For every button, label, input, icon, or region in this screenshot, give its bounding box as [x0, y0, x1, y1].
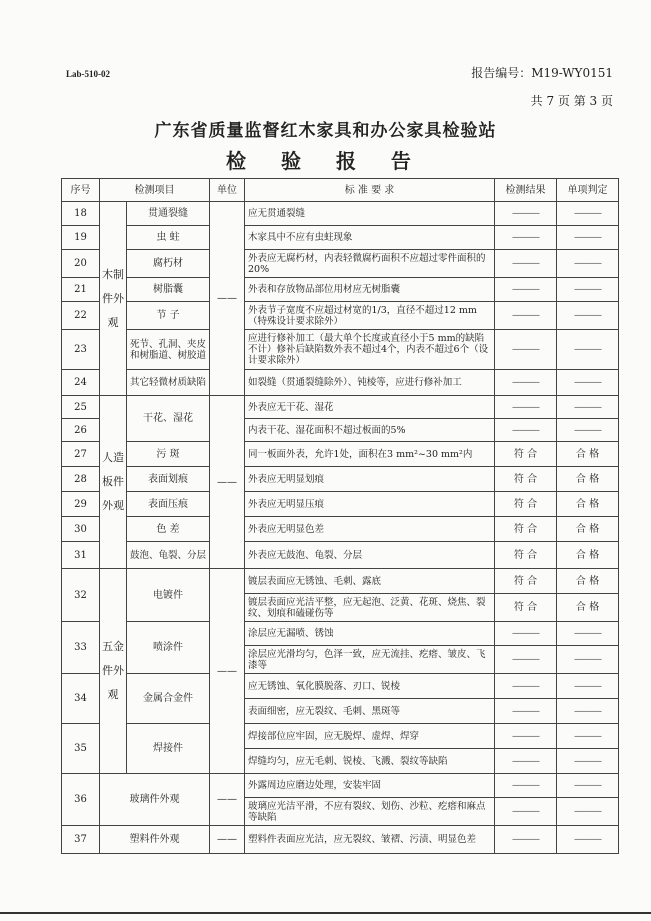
row-judgement: ——— — [557, 419, 619, 442]
row-item: 电镀件 — [127, 569, 210, 622]
col-header-no: 序号 — [62, 179, 100, 202]
unit-cell: —— — [210, 569, 245, 774]
row-result: 符 合 — [495, 542, 557, 569]
row-item: 焊接件 — [127, 724, 210, 774]
row-item: 其它轻微材质缺陷 — [127, 370, 210, 396]
row-no: 37 — [62, 826, 100, 854]
table-row — [62, 826, 619, 854]
row-judgement: ——— — [557, 330, 619, 370]
row-result: ——— — [495, 250, 557, 278]
table-row — [62, 724, 619, 749]
row-judgement: 合 格 — [557, 442, 619, 467]
row-standard: 外表应无明显划痕 — [245, 467, 495, 492]
row-judgement: ——— — [557, 370, 619, 396]
col-header-judgement: 单项判定 — [557, 179, 619, 202]
row-item: 表面划痕 — [127, 467, 210, 492]
row-judgement: ——— — [557, 724, 619, 749]
row-standard: 涂层应光滑均匀，色泽一致，应无流挂、疙瘩、皱皮、飞漆等 — [245, 646, 495, 674]
row-item: 玻璃件外观 — [100, 774, 210, 826]
col-header-result: 检测结果 — [495, 179, 557, 202]
group-board: 人造板件外观 — [100, 396, 127, 569]
col-header-standard: 标 准 要 求 — [245, 179, 495, 202]
row-no: 36 — [62, 774, 100, 826]
row-item: 金属合金件 — [127, 674, 210, 724]
row-item: 色 差 — [127, 517, 210, 542]
table-row — [62, 569, 619, 594]
row-judgement: 合 格 — [557, 594, 619, 622]
row-result: ——— — [495, 396, 557, 419]
row-judgement: ——— — [557, 202, 619, 226]
row-judgement: ——— — [557, 646, 619, 674]
unit-cell: —— — [210, 202, 245, 396]
row-no: 31 — [62, 542, 100, 569]
row-judgement: ——— — [557, 226, 619, 250]
row-judgement: ——— — [557, 278, 619, 302]
row-no: 24 — [62, 370, 100, 396]
row-no: 21 — [62, 278, 100, 302]
row-no: 27 — [62, 442, 100, 467]
row-result: ——— — [495, 749, 557, 774]
table-row — [62, 302, 619, 330]
row-no: 29 — [62, 492, 100, 517]
row-result: ——— — [495, 302, 557, 330]
row-result: 符 合 — [495, 467, 557, 492]
row-item: 死节、孔洞、夹皮和树脂道、树胶道 — [127, 330, 210, 370]
row-item: 虫 蛀 — [127, 226, 210, 250]
row-result: ——— — [495, 226, 557, 250]
row-item: 腐朽材 — [127, 250, 210, 278]
row-result: 符 合 — [495, 442, 557, 467]
table-row — [62, 250, 619, 278]
row-no: 20 — [62, 250, 100, 278]
row-result: ——— — [495, 370, 557, 396]
row-no: 22 — [62, 302, 100, 330]
row-judgement: ——— — [557, 749, 619, 774]
group-wood: 木制件外观 — [100, 202, 127, 396]
row-result: ——— — [495, 699, 557, 724]
row-standard: 表面细密，应无裂纹、毛刺、黑斑等 — [245, 699, 495, 724]
row-result: ——— — [495, 278, 557, 302]
row-result: 符 合 — [495, 517, 557, 542]
row-no: 28 — [62, 467, 100, 492]
row-judgement: ——— — [557, 798, 619, 826]
row-judgement: ——— — [557, 826, 619, 854]
row-item: 贯通裂缝 — [127, 202, 210, 226]
row-standard: 应无锈蚀、氧化膜脱落、刃口、锐棱 — [245, 674, 495, 699]
row-standard: 应进行修补加工（最大单个长度或直径小于5 mm的缺陷不计）修补后缺陷数外表不超过4个，内表不超过6个（设计要求除外） — [245, 330, 495, 370]
row-no: 26 — [62, 419, 100, 442]
col-header-item: 检测项目 — [100, 179, 210, 202]
page-info: 共 7 页 第 3 页 — [530, 94, 613, 108]
row-standard: 塑料件表面应光洁，应无裂纹、皱褶、污渍、明显色差 — [245, 826, 495, 854]
row-item: 塑料件外观 — [100, 826, 210, 854]
row-result: ——— — [495, 419, 557, 442]
row-standard: 外表应无鼓泡、龟裂、分层 — [245, 542, 495, 569]
row-standard: 玻璃应光洁平滑，不应有裂纹、划伤、沙粒、疙瘩和麻点等缺陷 — [245, 798, 495, 826]
row-judgement: 合 格 — [557, 517, 619, 542]
row-standard: 镀层表面应光洁平整，应无起泡、泛黄、花斑、烧焦、裂纹、划痕和磕碰伤等 — [245, 594, 495, 622]
row-judgement: 合 格 — [557, 492, 619, 517]
row-standard: 焊接部位应牢固，应无脱焊、虚焊、焊穿 — [245, 724, 495, 749]
table-row — [62, 674, 619, 699]
report-number: 报告编号：M19-WY0151 — [471, 66, 613, 80]
row-standard: 镀层表面应无锈蚀、毛刺、露底 — [245, 569, 495, 594]
table-row — [62, 330, 619, 370]
organization-name: 广东省质量监督红木家具和办公家具检验站 — [154, 121, 497, 141]
row-no: 30 — [62, 517, 100, 542]
row-result: ——— — [495, 798, 557, 826]
table-row — [62, 774, 619, 798]
table-row — [62, 396, 619, 419]
row-result: ——— — [495, 774, 557, 798]
row-item: 表面压痕 — [127, 492, 210, 517]
row-standard: 外表应无干花、湿花 — [245, 396, 495, 419]
row-standard: 外表应无明显色差 — [245, 517, 495, 542]
row-result: 符 合 — [495, 569, 557, 594]
table-row — [62, 622, 619, 646]
row-standard: 如裂缝（贯通裂缝除外）、钝棱等，应进行修补加工 — [245, 370, 495, 396]
table-row — [62, 278, 619, 302]
table-row — [62, 542, 619, 569]
row-standard: 内表干花、湿花面积不超过板面的5% — [245, 419, 495, 442]
row-item: 树脂囊 — [127, 278, 210, 302]
row-item: 干花、湿花 — [127, 396, 210, 442]
row-judgement: ——— — [557, 396, 619, 419]
row-result: ——— — [495, 330, 557, 370]
row-judgement: 合 格 — [557, 467, 619, 492]
row-no: 19 — [62, 226, 100, 250]
row-no: 23 — [62, 330, 100, 370]
row-no: 18 — [62, 202, 100, 226]
row-standard: 外表应无明显压痕 — [245, 492, 495, 517]
table-row — [62, 492, 619, 517]
unit-cell: —— — [210, 826, 245, 854]
inspection-table — [61, 178, 619, 854]
unit-cell: —— — [210, 396, 245, 569]
row-judgement: ——— — [557, 674, 619, 699]
row-result: ——— — [495, 202, 557, 226]
report-title: 检 验 报 告 — [226, 149, 425, 173]
table-row — [62, 370, 619, 396]
table-row — [62, 442, 619, 467]
row-result: 符 合 — [495, 594, 557, 622]
row-no: 35 — [62, 724, 100, 774]
row-standard: 涂层应无漏喷、锈蚀 — [245, 622, 495, 646]
row-standard: 应无贯通裂缝 — [245, 202, 495, 226]
row-judgement: ——— — [557, 250, 619, 278]
table-row — [62, 226, 619, 250]
row-standard: 外露周边应磨边处理，安装牢固 — [245, 774, 495, 798]
row-standard: 外表节子宽度不应超过材宽的1/3，直径不超过12 mm（特殊设计要求除外） — [245, 302, 495, 330]
row-judgement: 合 格 — [557, 542, 619, 569]
row-no: 33 — [62, 622, 100, 674]
row-result: ——— — [495, 674, 557, 699]
row-item: 鼓泡、龟裂、分层 — [127, 542, 210, 569]
row-standard: 木家具中不应有虫蛀现象 — [245, 226, 495, 250]
row-standard: 焊缝均匀，应无毛刺、锐棱、飞溅、裂纹等缺陷 — [245, 749, 495, 774]
row-result: 符 合 — [495, 492, 557, 517]
row-judgement: ——— — [557, 622, 619, 646]
row-item: 喷涂件 — [127, 622, 210, 674]
row-result: ——— — [495, 826, 557, 854]
page-bottom-edge — [0, 912, 651, 914]
row-judgement: ——— — [557, 699, 619, 724]
row-judgement: 合 格 — [557, 569, 619, 594]
table-row — [62, 467, 619, 492]
row-item: 污 斑 — [127, 442, 210, 467]
row-judgement: ——— — [557, 774, 619, 798]
table-row — [62, 517, 619, 542]
row-result: ——— — [495, 646, 557, 674]
row-result: ——— — [495, 622, 557, 646]
lab-code: Lab-510-02 — [66, 69, 111, 79]
col-header-unit: 单位 — [210, 179, 245, 202]
row-standard: 外表应无腐朽材，内表轻微腐朽面积不应超过零件面积的20% — [245, 250, 495, 278]
row-result: ——— — [495, 724, 557, 749]
table-header-row — [62, 179, 619, 202]
row-item: 节 子 — [127, 302, 210, 330]
row-judgement: ——— — [557, 302, 619, 330]
row-standard: 外表和存放物品部位用材应无树脂囊 — [245, 278, 495, 302]
table-row — [62, 202, 619, 226]
row-no: 25 — [62, 396, 100, 419]
group-metal: 五金件外观 — [100, 569, 127, 774]
row-no: 32 — [62, 569, 100, 622]
row-no: 34 — [62, 674, 100, 724]
unit-cell: —— — [210, 774, 245, 826]
row-standard: 同一板面外表，允许1处，面积在3 mm²~30 mm²内 — [245, 442, 495, 467]
